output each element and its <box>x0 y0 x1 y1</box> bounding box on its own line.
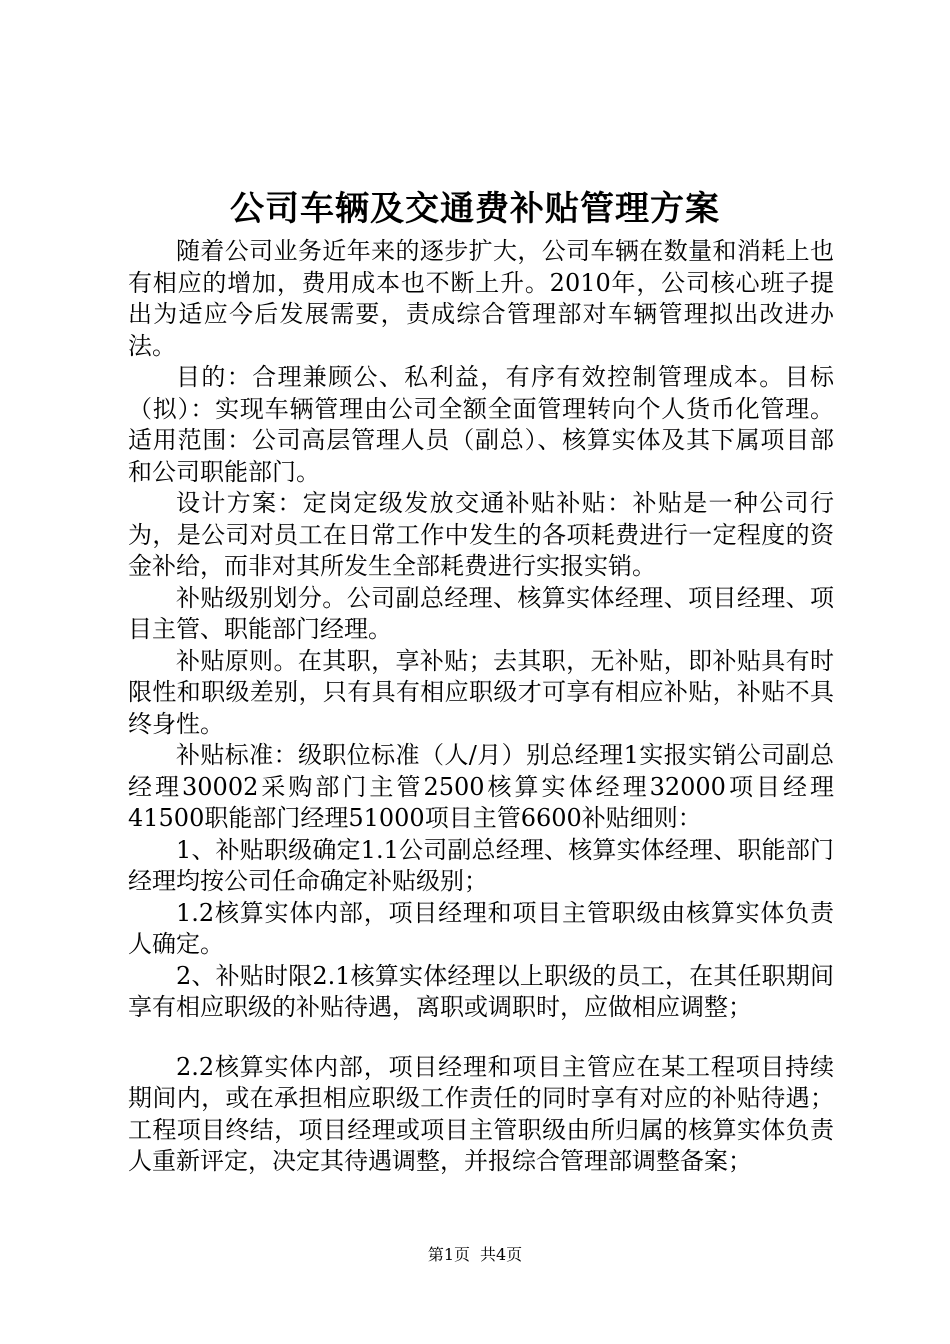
page-total: 共4页 <box>480 1245 523 1264</box>
paragraph-rule-1: 1、补贴职级确定1.1公司副总经理、核算实体经理、职能部门经理均按公司任命确定补贴级别； <box>128 835 834 895</box>
paragraph-principle: 补贴原则。在其职，享补贴；去其职，无补贴，即补贴具有时限性和职级差别，只有具有相应职级才可享有相应补贴，补贴不具终身性。 <box>128 646 834 738</box>
paragraph-rule-2: 2、补贴时限2.1核算实体经理以上职级的员工，在其任职期间享有相应职级的补贴待遇，离职或调职时，应做相应调整； <box>128 961 834 1021</box>
page-footer <box>0 1244 950 1266</box>
paragraph-design: 设计方案：定岗定级发放交通补贴补贴：补贴是一种公司行为，是公司对员工在日常工作中发生的各项耗费进行一定程度的资金补给，而非对其所发生全部耗费进行实报实销。 <box>128 489 834 580</box>
paragraph-standard: 补贴标准：级职位标准（人/月）别总经理1实报实销公司副总经理30002采购部门主管2500核算实体经理32000项目经理41500职能部门经理51000项目主管6600补贴细则： <box>128 741 834 832</box>
paragraph-rule-2-2: 2.2核算实体内部，项目经理和项目主管应在某工程项目持续期间内，或在承担相应职级工作责任的同时享有对应的补贴待遇；工程项目终结，项目经理或项目主管职级由所归属的核算实体负责人重新评定，决定其待遇调整，并报综合管理部调整备案； <box>128 1052 834 1175</box>
paragraph-intro: 随着公司业务近年来的逐步扩大，公司车辆在数量和消耗上也有相应的增加，费用成本也不断上升。2010年，公司核心班子提出为适应今后发展需要，责成综合管理部对车辆管理拟出改进办法。 <box>128 237 834 360</box>
document-title: 公司车辆及交通费补贴管理方案 <box>230 189 720 229</box>
paragraph-rule-1-2: 1.2核算实体内部，项目经理和项目主管职级由核算实体负责人确定。 <box>128 898 834 958</box>
paragraph-purpose: 目的：合理兼顾公、私利益，有序有效控制管理成本。目标（拟）：实现车辆管理由公司全额全面管理转向个人货币化管理。适用范围：公司高层管理人员（副总）、核算实体及其下属项目部和公司职能部门。 <box>128 363 834 486</box>
page-number: 第1页 <box>427 1245 470 1264</box>
paragraph-levels: 补贴级别划分。公司副总经理、核算实体经理、项目经理、项目主管、职能部门经理。 <box>128 583 834 643</box>
document-body <box>128 236 834 1178</box>
